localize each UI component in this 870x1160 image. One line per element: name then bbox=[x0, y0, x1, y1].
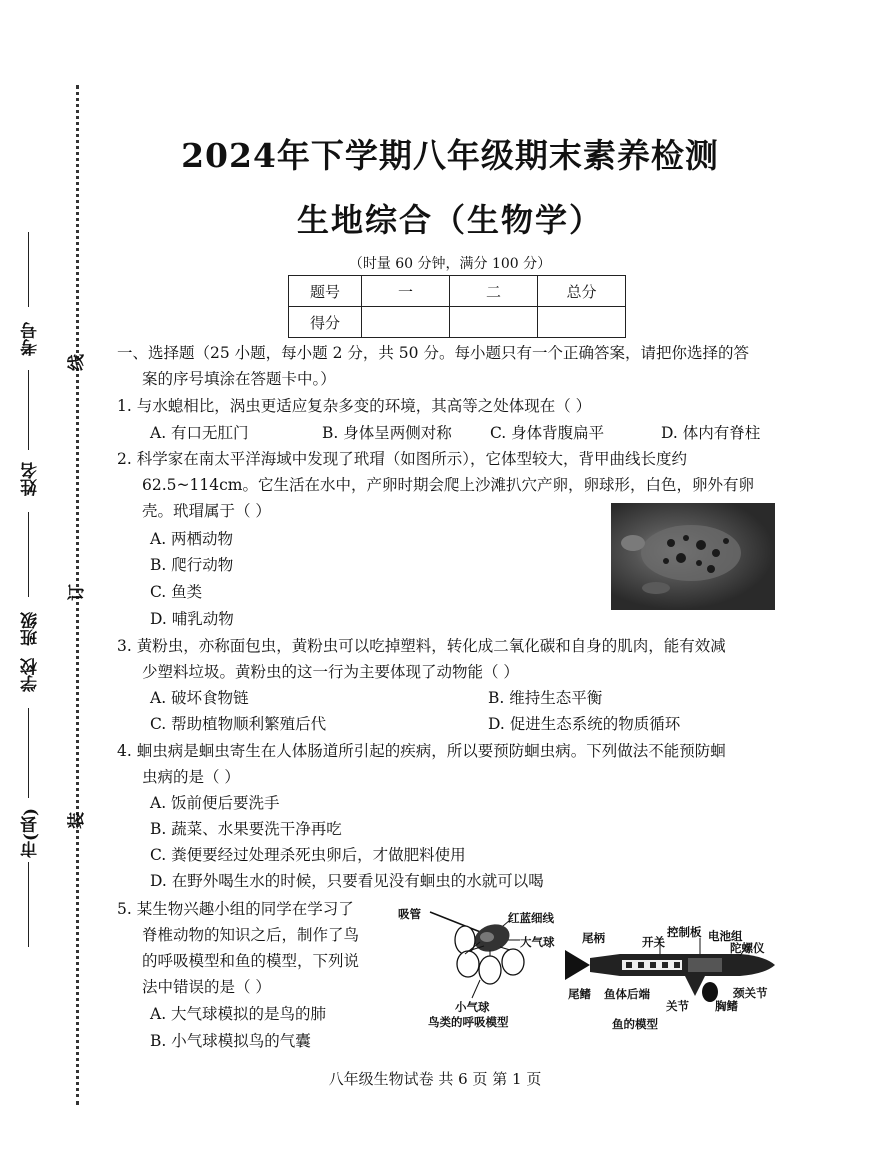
score-header-tihao: 题号 bbox=[289, 276, 362, 307]
field-kaohao: 考号 bbox=[21, 322, 41, 356]
fish-label-tail-handle: 尾柄 bbox=[582, 931, 605, 945]
fish-label-pectoral-fin: 胸鳍 bbox=[715, 999, 738, 1013]
q2-option-a: A. 两栖动物 bbox=[150, 530, 234, 548]
field-banji: 班级 bbox=[21, 612, 41, 646]
q5-stem-3: 的呼吸模型和鱼的模型，下列说 bbox=[142, 952, 360, 970]
q4-stem-1: 4. 蛔虫病是蛔虫寄生在人体肠道所引起的疾病，所以要预防蛔虫病。下列做法不能预防蛔 bbox=[117, 742, 726, 760]
q4-option-b: B. 蔬菜、水果要洗干净再吃 bbox=[150, 820, 342, 838]
shixian-blank bbox=[28, 862, 29, 947]
section1-instruction-cont: 案的序号填涂在答题卡中。） bbox=[142, 370, 336, 388]
q5-option-b: B. 小气球模拟鸟的气囊 bbox=[150, 1032, 311, 1050]
q2-stem-2: 62.5~114cm。它生活在水中，产卵时期会爬上沙滩扒穴产卵，卵球形，白色，卵外有卵 bbox=[142, 476, 754, 494]
bird-model-caption: 鸟类的呼吸模型 bbox=[428, 1015, 509, 1029]
q4-option-d: D. 在野外喝生水的时候，只要看见没有蛔虫的水就可以喝 bbox=[150, 872, 544, 890]
xuexiao-blank bbox=[28, 708, 29, 798]
q2-option-b: B. 爬行动物 bbox=[150, 556, 234, 574]
fish-label-tail-fin: 尾鳍 bbox=[568, 987, 591, 1001]
fish-label-gyroscope: 陀螺仪 bbox=[730, 941, 765, 955]
cut-mark-xian: 线 bbox=[67, 354, 87, 371]
q2-stem-1: 2. 科学家在南太平洋海域中发现了玳瑁（如图所示），它体型较大，背甲曲线长度约 bbox=[117, 450, 687, 468]
field-xuexiao: 学校 bbox=[21, 658, 41, 692]
page-footer: 八年级生物试卷 共 6 页 第 1 页 bbox=[328, 1070, 542, 1088]
score-row-label: 得分 bbox=[289, 307, 362, 338]
bird-label-thread: 红蓝细线 bbox=[508, 911, 554, 925]
q4-option-a: A. 饭前便后要洗手 bbox=[150, 794, 280, 812]
q5-stem-1: 5. 某生物兴趣小组的同学在学习了 bbox=[117, 900, 354, 918]
q3-stem-1: 3. 黄粉虫，亦称面包虫，黄粉虫可以吃掉塑料，转化成二氧化碳和自身的肌肉，能有效减 bbox=[117, 637, 726, 655]
q1-option-b: B. 身体呈两侧对称 bbox=[322, 424, 452, 442]
turtle-shell-pattern bbox=[611, 503, 775, 610]
fish-label-neck-joint: 颈关节 bbox=[733, 986, 768, 1000]
section1-instruction: 一、选择题（25 小题，每小题 2 分，共 50 分。每小题只有一个正确答案，请把你选择的答 bbox=[117, 344, 749, 362]
fish-label-joint: 关节 bbox=[666, 999, 689, 1013]
q2-option-c: C. 鱼类 bbox=[150, 583, 203, 601]
fish-label-rear-body: 鱼体后端 bbox=[604, 987, 650, 1001]
score-cell-1[interactable] bbox=[362, 307, 450, 338]
bird-label-small-balloon: 小气球 bbox=[455, 1000, 490, 1014]
q1-option-d: D. 体内有脊柱 bbox=[661, 424, 761, 442]
q1-stem: 1. 与水螅相比，涡虫更适应复杂多变的环境，其高等之处体现在（ ） bbox=[117, 397, 592, 415]
xingming-blank bbox=[28, 370, 29, 450]
q1-option-a: A. 有口无肛门 bbox=[150, 424, 249, 442]
score-header-1: 一 bbox=[362, 276, 450, 307]
q3-option-a: A. 破坏食物链 bbox=[150, 689, 249, 707]
q3-option-d: D. 促进生态系统的物质循环 bbox=[488, 715, 681, 733]
fish-label-switch: 开关 bbox=[642, 935, 665, 949]
q2-stem-3: 壳。玳瑁属于（ ） bbox=[142, 502, 271, 520]
q4-stem-2: 虫病的是（ ） bbox=[142, 768, 240, 786]
cut-mark-ding: 订 bbox=[67, 584, 87, 601]
q1-option-c: C. 身体背腹扁平 bbox=[490, 424, 605, 442]
q5-stem-2: 脊椎动物的知识之后，制作了鸟 bbox=[142, 926, 360, 944]
banji-blank bbox=[28, 512, 29, 597]
q2-option-d: D. 哺乳动物 bbox=[150, 610, 234, 628]
field-xingming: 姓名 bbox=[21, 462, 41, 496]
fish-label-control-board: 控制板 bbox=[667, 925, 702, 939]
q3-option-b: B. 维持生态平衡 bbox=[488, 689, 603, 707]
cut-mark-zhuang: 装 bbox=[67, 812, 87, 829]
bird-label-tube: 吸管 bbox=[398, 907, 421, 921]
score-header-2: 二 bbox=[450, 276, 538, 307]
exam-subtitle: 生地综合（生物学） bbox=[296, 201, 603, 239]
bird-label-big-balloon: 大气球 bbox=[520, 935, 555, 949]
field-shixian: 市(县) bbox=[21, 808, 41, 859]
score-header-total: 总分 bbox=[538, 276, 626, 307]
score-cell-total[interactable] bbox=[538, 307, 626, 338]
exam-title: 2024年下学期八年级期末素养检测 bbox=[181, 136, 719, 175]
q3-stem-2: 少塑料垃圾。黄粉虫的这一行为主要体现了动物能（ ） bbox=[142, 663, 519, 681]
score-table bbox=[288, 275, 626, 338]
q3-option-c: C. 帮助植物顺利繁殖后代 bbox=[150, 715, 327, 733]
time-note: （时量 60 分钟，满分 100 分） bbox=[348, 256, 552, 272]
q5-option-a: A. 大气球模拟的是鸟的肺 bbox=[150, 1005, 327, 1023]
fish-model-caption: 鱼的模型 bbox=[612, 1017, 658, 1031]
q4-option-c: C. 粪便要经过处理杀死虫卵后，才做肥料使用 bbox=[150, 846, 466, 864]
score-cell-2[interactable] bbox=[450, 307, 538, 338]
fish-label-battery: 电池组 bbox=[708, 929, 743, 943]
q5-stem-4: 法中错误的是（ ） bbox=[142, 978, 271, 996]
